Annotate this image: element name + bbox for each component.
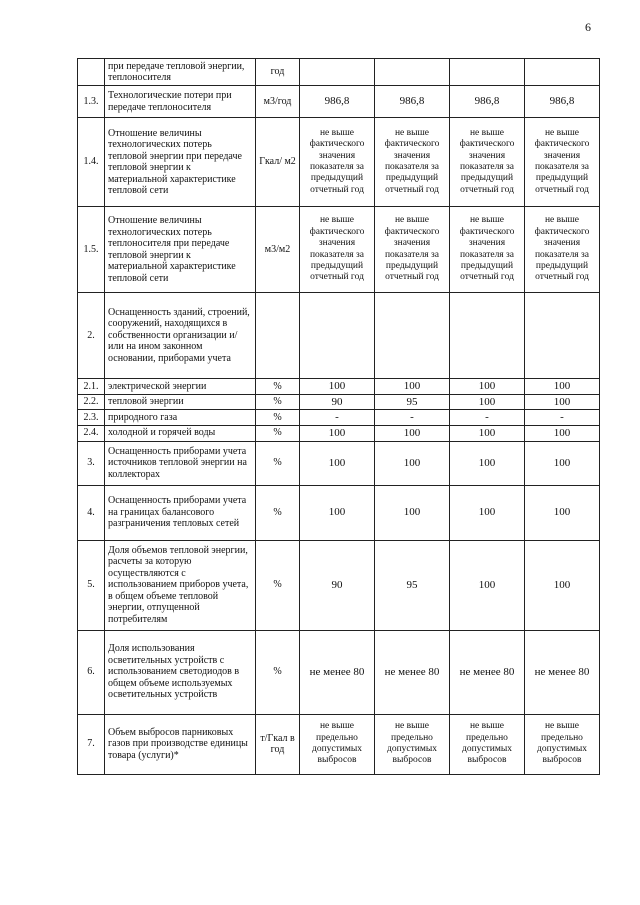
indicator-name: Оснащенность приборами учета источников тепловой энергии на коллекторах [105, 441, 256, 485]
value-cell [375, 293, 450, 379]
value-cell: 100 [525, 425, 600, 441]
row-number: 3. [78, 441, 105, 485]
unit-cell: % [256, 441, 300, 485]
indicators-table-body [78, 59, 600, 775]
value-cell [450, 59, 525, 86]
value-cell: 986,8 [300, 86, 375, 118]
unit-cell: м3/год [256, 86, 300, 118]
value-cell: не выше фактического значения показателя за предыдущий отчетный год [450, 207, 525, 293]
table-row [78, 86, 600, 118]
indicator-name: тепловой энергии [105, 394, 256, 410]
value-cell: 90 [300, 394, 375, 410]
value-cell: 100 [300, 379, 375, 395]
value-cell: не выше предельно допустимых выбросов [375, 714, 450, 774]
value-cell: 100 [375, 485, 450, 540]
value-cell: 100 [450, 441, 525, 485]
value-cell: 100 [300, 485, 375, 540]
unit-cell: т/Гкал в год [256, 714, 300, 774]
indicator-name: холодной и горячей воды [105, 425, 256, 441]
unit-cell: % [256, 410, 300, 426]
value-cell [525, 59, 600, 86]
row-number: 4. [78, 485, 105, 540]
value-cell: 95 [375, 394, 450, 410]
value-cell: 100 [450, 485, 525, 540]
table-row [78, 293, 600, 379]
unit-cell: м3/м2 [256, 207, 300, 293]
table-row [78, 441, 600, 485]
value-cell [450, 293, 525, 379]
value-cell: 100 [375, 379, 450, 395]
value-cell: 100 [450, 379, 525, 395]
value-cell: не менее 80 [525, 630, 600, 714]
row-number [78, 59, 105, 86]
unit-cell: % [256, 485, 300, 540]
table-row [78, 207, 600, 293]
value-cell: не выше фактического значения показателя за предыдущий отчетный год [450, 118, 525, 207]
indicator-name: Оснащенность приборами учета на границах балансового разграничения тепловых сетей [105, 485, 256, 540]
value-cell: 986,8 [450, 86, 525, 118]
unit-cell: % [256, 425, 300, 441]
value-cell: - [375, 410, 450, 426]
table-row [78, 118, 600, 207]
table-row [78, 714, 600, 774]
value-cell [375, 59, 450, 86]
value-cell: 100 [375, 441, 450, 485]
row-number: 1.4. [78, 118, 105, 207]
table-row [78, 59, 600, 86]
table-row [78, 540, 600, 630]
value-cell: - [450, 410, 525, 426]
value-cell: не менее 80 [375, 630, 450, 714]
value-cell: - [300, 410, 375, 426]
row-number: 7. [78, 714, 105, 774]
indicator-name: Отношение величины технологических потерь тепловой энергии при передаче тепловой энергии к материальной характеристике тепловой сети [105, 118, 256, 207]
value-cell: 100 [525, 379, 600, 395]
unit-cell: % [256, 630, 300, 714]
indicator-name: Доля использования осветительных устройств с использованием светодиодов в общем объеме используемых осветительных устройств [105, 630, 256, 714]
indicator-name: Объем выбросов парниковых газов при производстве единицы товара (услуги)* [105, 714, 256, 774]
value-cell [300, 59, 375, 86]
unit-cell: % [256, 540, 300, 630]
row-number: 2.4. [78, 425, 105, 441]
value-cell: не выше предельно допустимых выбросов [525, 714, 600, 774]
value-cell: 986,8 [525, 86, 600, 118]
row-number: 6. [78, 630, 105, 714]
table-row [78, 630, 600, 714]
row-number: 2.3. [78, 410, 105, 426]
unit-cell: год [256, 59, 300, 86]
indicator-name: Оснащенность зданий, строений, сооружений, находящихся в собственности организации и/или на ином законном основании, приборами учета [105, 293, 256, 379]
unit-cell: % [256, 394, 300, 410]
value-cell [300, 293, 375, 379]
value-cell: 100 [525, 394, 600, 410]
value-cell [525, 293, 600, 379]
row-number: 2.2. [78, 394, 105, 410]
value-cell: 100 [525, 540, 600, 630]
value-cell: 100 [300, 425, 375, 441]
indicator-name: при передаче тепловой энергии, теплоносителя [105, 59, 256, 86]
table-row [78, 379, 600, 395]
value-cell: не менее 80 [300, 630, 375, 714]
value-cell: не выше фактического значения показателя за предыдущий отчетный год [300, 207, 375, 293]
row-number: 2.1. [78, 379, 105, 395]
indicator-name: Отношение величины технологических потерь теплоносителя при передаче тепловой энергии к материальной характеристике тепловой сети [105, 207, 256, 293]
value-cell: 100 [450, 394, 525, 410]
table-row [78, 410, 600, 426]
value-cell: не выше фактического значения показателя за предыдущий отчетный год [375, 207, 450, 293]
value-cell: не выше предельно допустимых выбросов [450, 714, 525, 774]
row-number: 2. [78, 293, 105, 379]
table-row [78, 425, 600, 441]
indicator-name: электрической энергии [105, 379, 256, 395]
indicator-name: Технологические потери при передаче теплоносителя [105, 86, 256, 118]
row-number: 5. [78, 540, 105, 630]
value-cell: 100 [450, 425, 525, 441]
value-cell: 100 [450, 540, 525, 630]
value-cell: 90 [300, 540, 375, 630]
indicator-name: Доля объемов тепловой энергии, расчеты за которую осуществляются с использованием приборов учета, в общем объеме тепловой энергии, отпущенной потребителям [105, 540, 256, 630]
row-number: 1.3. [78, 86, 105, 118]
value-cell: не выше фактического значения показателя за предыдущий отчетный год [375, 118, 450, 207]
value-cell: не выше фактического значения показателя за предыдущий отчетный год [525, 118, 600, 207]
unit-cell [256, 293, 300, 379]
value-cell: не выше предельно допустимых выбросов [300, 714, 375, 774]
value-cell: не выше фактического значения показателя за предыдущий отчетный год [300, 118, 375, 207]
unit-cell: Гкал/ м2 [256, 118, 300, 207]
value-cell: не менее 80 [450, 630, 525, 714]
value-cell: 95 [375, 540, 450, 630]
value-cell: 100 [375, 425, 450, 441]
row-number: 1.5. [78, 207, 105, 293]
table-row [78, 485, 600, 540]
value-cell: 100 [525, 441, 600, 485]
unit-cell: % [256, 379, 300, 395]
value-cell: 100 [300, 441, 375, 485]
value-cell: - [525, 410, 600, 426]
indicators-table [77, 58, 600, 775]
indicator-name: природного газа [105, 410, 256, 426]
value-cell: не выше фактического значения показателя за предыдущий отчетный год [525, 207, 600, 293]
page-number: 6 [585, 20, 591, 34]
value-cell: 986,8 [375, 86, 450, 118]
value-cell: 100 [525, 485, 600, 540]
table-row [78, 394, 600, 410]
